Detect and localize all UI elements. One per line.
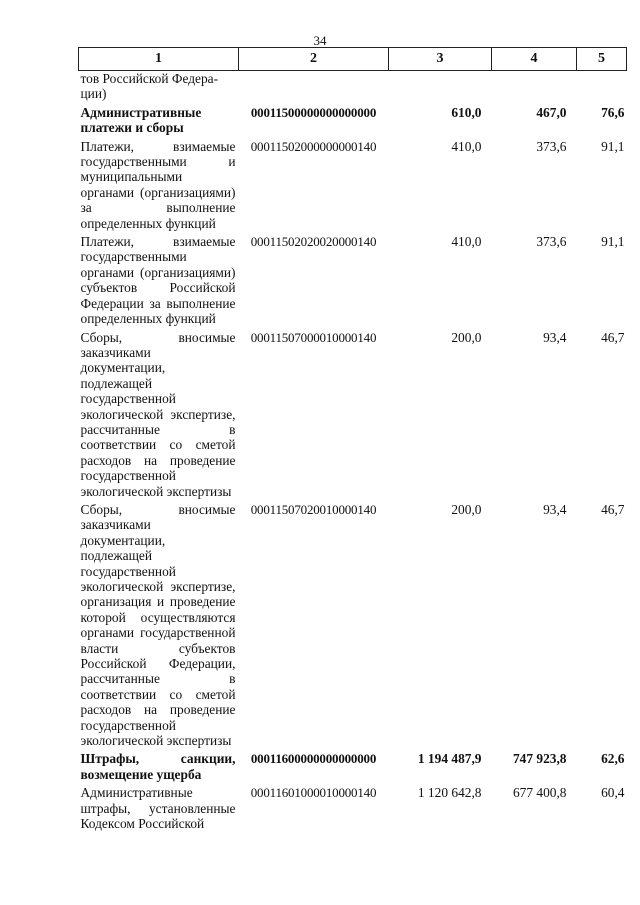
column-header-4: 4: [492, 48, 577, 71]
row-code-cell: 00011507000010000140: [250, 329, 377, 345]
row-name-cell: Платежи, взимаемые государственными и муниципальными органами (организациями) за выполнение определенных функций: [80, 138, 236, 231]
row-actual-cell: 677 400,8: [512, 785, 567, 801]
row-name-cell: Сборы, вносимые заказчиками документации, подлежащей государственной экологической экспертизе, рассчитанные в соответствии со сметой расходов на проведение государственной экологической экспертизы: [80, 329, 236, 499]
row-code-cell: [239, 71, 389, 105]
row-plan-cell: 200,0: [451, 501, 482, 517]
row-plan-cell: 610,0: [451, 104, 482, 120]
row-percent-cell: 62,6: [601, 751, 625, 767]
row-percent-cell: 91,1: [601, 234, 625, 250]
row-percent-cell: 60,4: [601, 785, 625, 801]
row-name-cell: Административные штрафы, установленные Кодексом Российской: [80, 785, 236, 832]
row-plan-cell: 410,0: [451, 138, 482, 154]
row-percent-cell: 46,7: [601, 329, 625, 345]
table-row: [79, 785, 627, 834]
column-header-5: 5: [577, 48, 627, 71]
row-code-cell: 00011600000000000000: [250, 751, 377, 767]
row-percent-cell: 76,6: [601, 104, 625, 120]
row-name-cell: тов Российской Федера- ции): [80, 71, 219, 102]
row-name-cell: Штрафы, санкции, возмещение ущерба: [80, 751, 236, 782]
row-actual-cell: 93,4: [543, 501, 567, 517]
row-actual-cell: 747 923,8: [512, 751, 567, 767]
header-row: [79, 48, 627, 71]
row-actual-cell: [492, 71, 577, 105]
row-code-cell: 00011500000000000000: [250, 104, 377, 120]
row-percent-cell: 91,1: [601, 138, 625, 154]
table-row: [79, 139, 627, 234]
row-percent-cell: 46,7: [601, 501, 625, 517]
row-actual-cell: 467,0: [536, 104, 567, 120]
table-row: [79, 71, 627, 105]
table-row: [79, 502, 627, 752]
row-name-cell: Сборы, вносимые заказчиками документации, подлежащей государственной экологической экспертизе, организация и проведение которой осуществляются органами государственной власти субъектов Российской Федерации, рассчитанные в соответствии со сметой расходов на проведение государственной экологической экспертизы: [80, 501, 236, 749]
row-actual-cell: 373,6: [536, 234, 567, 250]
column-header-3: 3: [389, 48, 492, 71]
row-code-cell: 00011502020020000140: [250, 234, 377, 250]
row-code-cell: 00011507020010000140: [250, 501, 377, 517]
row-plan-cell: 1 194 487,9: [417, 751, 482, 767]
column-header-2: 2: [239, 48, 389, 71]
column-header-1: 1: [79, 48, 239, 71]
row-actual-cell: 373,6: [536, 138, 567, 154]
budget-table: [78, 47, 627, 835]
row-percent-cell: [577, 71, 627, 105]
table-row: [79, 105, 627, 139]
table-row: [79, 330, 627, 502]
row-plan-cell: 200,0: [451, 329, 482, 345]
row-plan-cell: 1 120 642,8: [417, 785, 482, 801]
row-name-cell: Платежи, взимаемые государственными органами (организациями) субъектов Российской Федерации за выполнение определенных функций: [80, 234, 236, 327]
row-actual-cell: 93,4: [543, 329, 567, 345]
row-plan-cell: [389, 71, 492, 105]
table-body: [79, 71, 627, 835]
table-row: [79, 751, 627, 785]
row-code-cell: 00011502000000000140: [250, 138, 377, 154]
row-name-cell: Административные платежи и сборы: [80, 104, 202, 136]
page-number: 34: [313, 33, 327, 48]
row-code-cell: 00011601000010000140: [250, 785, 377, 801]
row-plan-cell: 410,0: [451, 234, 482, 250]
table-row: [79, 234, 627, 329]
